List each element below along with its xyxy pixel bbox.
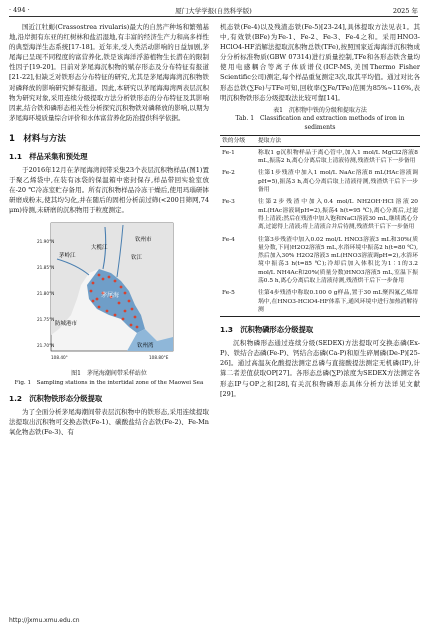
place-label: 钦江 (131, 255, 143, 262)
table-cell: 往第3步残渣中加入0.02 mol/L HNO3溶液3 mL和30%(质量分数,下同)H2O2溶液5 mL,水浴环境中振荡2 h(t=80 ℃),然后加入30% H2O2溶液3 mL(HNO3溶液调pH=2),水浴环境中振荡3 h(t=85 ℃);冷却后加入体积比为1∶1的3.2 mol/L NH4Ac和20%(质量分数)HNO3溶液5 mL,室温下振荡0.5 h,离心分离后取上清液待测,残渣烘干后下一步备用 (258, 236, 418, 284)
table-cell: Fe-5 (220, 287, 256, 316)
table-cell: Fe-3 (222, 199, 235, 206)
map-graphic (37, 219, 177, 367)
table-header: 提取方法 (256, 135, 420, 146)
place-label: 茅岭江 (59, 253, 76, 260)
table-caption-cn: 表1 沉积物中铁的分级和提取方法 (273, 106, 367, 114)
figure-1-caption (9, 370, 209, 387)
footer-url: http://jxmu.xmu.edu.cn (9, 617, 80, 624)
table-cell: Fe-1 (222, 149, 235, 156)
place-label: 钦州湾 (137, 343, 154, 350)
table-cell: 称取1 g沉积物样品于离心管中,加入1 mol/L MgCl2溶液8 mL,振荡2 h,离心分离后取上清液待测,残渣烘干后下一步备用 (258, 149, 418, 165)
place-label: 大榄江 (91, 245, 108, 252)
table-header: 铁的分级 (220, 135, 256, 146)
header-rule (9, 16, 418, 17)
table-cell: Fe-2 (222, 170, 235, 177)
figure-caption-cn: 图1 茅尾海潮间带采样站位 (71, 370, 147, 378)
left-column (9, 22, 209, 437)
table-row (220, 146, 420, 167)
lat-tick: 21.90°N (37, 239, 55, 245)
journal-title: 厦门大学学报(自然科学版) (175, 7, 252, 15)
section-1-3-text: 沉积物磷形态通过连续分级(SEDEX)方法提取可交换态磷(Ex-P)、铁结合态磷(Fe-P)、钙结合态磷(Ca-P)和原生碎屑磷(De-P)[25-26]。通过高温灰化酸提法测定总磷与直接酸提法测定无机磷(IP),计算二者差值获取OP[27]。各形态总磷(∑P)浓度为SEDEX方法测定各形态IP与OP之和[28],有关沉积物磷形态具体分析方法详见文献[29]。 (220, 339, 420, 398)
figure-caption-en: Fig. 1 Sampling stations in the intertidal zone of the Maowei Sea (14, 380, 204, 386)
place-label: 防城港市 (55, 321, 78, 328)
table-cell: 往第1步残渣中加入1 mol/L NaAc溶液8 mL(HAc溶液调pH=5),振荡3 h,离心分离后取上清液待测,残渣烘干后下一步备用 (258, 170, 418, 194)
table-row (220, 234, 420, 288)
table-row (220, 167, 420, 196)
lat-tick: 21.85°N (37, 265, 55, 271)
table-cell: 往第2步残渣中加入0.4 mol/L NH2OH·HCl溶液20 mL(HAc溶液调pH=2),振荡4 h(t=95 ℃),离心分离后,过滤得上清液;然后在残渣中加入饱和NaCl溶液30 mL,继续离心分离,过滤得上清液;将上清液合并后待测,残渣烘干后下一步备用 (258, 199, 418, 231)
page-header (9, 6, 418, 16)
intro-paragraph: 国近江牡蛎(Crassostrea rivularis)最大的自然产种场和繁殖基地,沿岸拥有东亚的红树林和盐沼湿地,有丰富的经济生产力和高多样性的典型海洋生态系统[17-18]。近年来,受人类活动影响的日益加剧,茅尾海已呈现不同程度的富营养化,铁是该海洋浮游植物生长潜在的限制性因子[19-20]。目前对茅尾海沉积物的赋存形态及分布特征有报道[21-22],但缺乏对铁形态分布特征的研究,尤其是茅尾海海湾沉积物铁对磷释放的影响研究鲜有报道。因此,本研究以茅尾海海湾两表层沉积物为研究对象,采用连续分级提取方法分析铁形态的分布特征及其影响因素,结合铁和磷形态相关性分析探究沉积物铁对磷释放的影响,以期为茅尾海环境质量综合评价和水体富营养化防治提供科学依据。 (9, 23, 209, 122)
table-row (220, 287, 420, 316)
sampling-map (37, 219, 177, 367)
section-1-1-text: 于2016年12月在茅尾海湾间带采集23个表层沉积物样品(图1)置于聚乙烯袋中,在装有冰袋的保温箱中密封保存,样品带回实验室放在-20 ℃冷冻室贮存备用。所有沉积物样品冷冻干燥后,使用玛瑙研钵研磨成粉末,使其均匀化,并在随后的固相分析前过筛(<200目筛网,74 μm)待测,未研磨的沉积物用于粒度测定。 (9, 165, 209, 215)
table-caption-en: Tab. 1 Classification and extraction methods of iron in sediments (235, 115, 405, 131)
section-1-heading: 1 材料与方法 (9, 133, 66, 144)
section-1-1-heading: 1.1 样品采集和预处理 (9, 151, 88, 161)
lon-tick: 108.40° (51, 355, 68, 361)
page-number: · 494 · (9, 6, 30, 14)
table-cell: 往第4步残渣中称取0.100 0 g样品,置于30 mL聚四氟乙烯坩埚中,在HNO3-HClO4-HF体系下,通风环境中进行加热消解待测 (256, 287, 420, 316)
table-1-caption (220, 107, 420, 133)
right-column (220, 22, 420, 399)
place-label: 茅尾海 (101, 292, 120, 300)
table-row (220, 196, 420, 233)
section-1-2-heading: 1.2 沉积物铁形态分级提取 (9, 393, 103, 403)
section-1-2-text: 为了全面分析茅尾海潮间带表层沉积物中的铁形态,采用连续提取法提取出沉积物可交换态铁(Fe-1)、碳酸盐结合态铁(Fe-2)、Fe-Mn氧化物态铁(Fe-3)、有 (9, 407, 209, 436)
lat-tick: 21.70°N (37, 343, 55, 349)
lon-tick: 108.80°E (149, 355, 169, 361)
method-paragraph: 机态铁(Fe-4)以及残渣态铁(Fe-5)[23-24],具体提取方法见表1。其中,有效铁(BFe)为Fe-1、Fe-2、Fe-3、Fe-4之和。采用HNO3-HClO4-HF消解法提取沉积物总铁(TFe),按照国家近海海洋沉积物成分分析标准物质(GBW 07314)进行质量控制,TFe和各形态铁含量均使用电感耦合等离子体质谱仪(ICP-MS,美国Thermo Fisher Scientific公司)测定,每个样品重复测定3次,取其平均值。通过对比各形态总铁(∑Fe)与TFe可知,回收率(∑Fe/TFe)范围为85%~116%,表明沉积物铁形态分级提取法比较可靠[14]。 (220, 23, 420, 102)
journal-year: 2025 年 (392, 7, 418, 15)
section-1-3-heading: 1.3 沉积物磷形态分级提取 (220, 325, 314, 335)
iron-extraction-table (220, 135, 420, 318)
place-label: 钦州市 (135, 237, 152, 244)
lat-tick: 21.80°N (37, 291, 55, 297)
lat-tick: 21.75°N (37, 317, 55, 323)
table-cell: Fe-4 (222, 236, 235, 243)
